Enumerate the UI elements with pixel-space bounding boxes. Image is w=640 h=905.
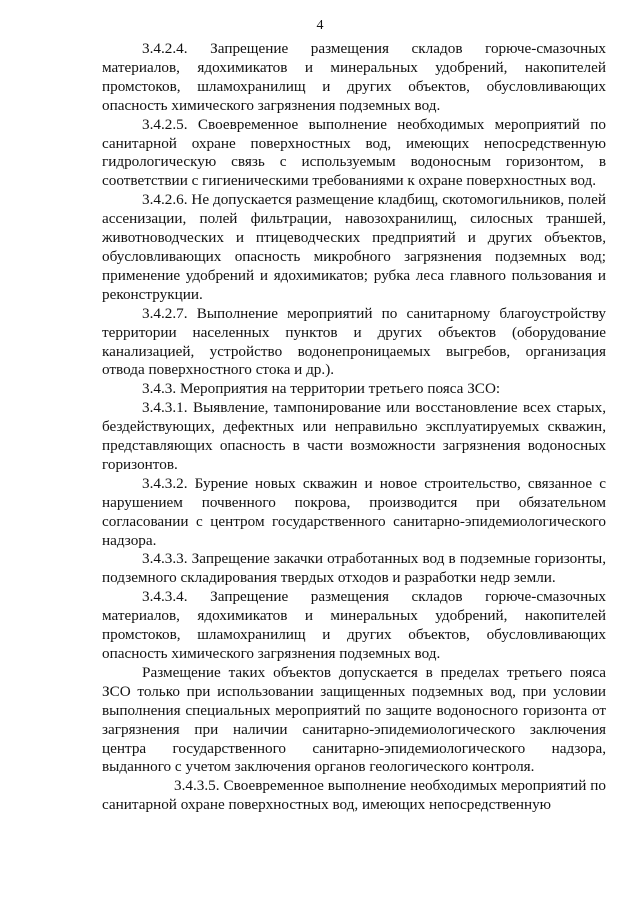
paragraph-3-4-2-5: 3.4.2.5. Своевременное выполнение необходимых мероприятий по санитарной охране поверхностных вод, имеющих непосредственную гидрологическую связь с используемым водоносным горизонтом, в соответствии с гигиеническими требованиями к охране поверхностных вод.	[102, 115, 606, 190]
paragraph-3-4-2-6: 3.4.2.6. Не допускается размещение кладбищ, скотомогильников, полей ассенизации, полей фильтрации, навозохранилищ, силосных траншей, животноводческих и птицеводческих предприятий и других объектов, обусловливающих опасность микробного загрязнения подземных вод; применение удобрений и ядохимикатов; рубка леса главного пользования и реконструкции.	[102, 191, 606, 303]
paragraph-3-4-2-4: 3.4.2.4. Запрещение размещения складов горюче-смазочных материалов, ядохимикатов и минеральных удобрений, накопителей промстоков, шламохранилищ и других объектов, обусловливающих опасность химического загрязнения подземных вод.	[102, 40, 606, 114]
paragraph-3-4-3-4-note: Размещение таких объектов допускается в пределах третьего пояса ЗСО только при использовании защищенных подземных вод, при условии выполнения специальных мероприятий по защите водоносного горизонта от загрязнения при наличии санитарно-эпидемиологического заключения центра государственного санитарно-эпидемиологического надзора, выданного с учетом заключения органов геологического контроля.	[102, 663, 606, 776]
document-body	[102, 40, 606, 815]
paragraph-3-4-3-1: 3.4.3.1. Выявление, тампонирование или восстановление всех старых, бездействующих, дефектных или неправильно эксплуатируемых скважин, представляющих опасность в части возможности загрязнения водоносных горизонтов.	[102, 399, 606, 473]
paragraph-3-4-3-3: 3.4.3.3. Запрещение закачки отработанных вод в подземные горизонты, подземного складирования твердых отходов и разработки недр земли.	[102, 550, 606, 587]
paragraph-3-4-3-5: 3.4.3.5. Своевременное выполнение необходимых мероприятий по санитарной охране поверхностных вод, имеющих непосредственную	[102, 777, 606, 814]
page-number: 4	[316, 18, 324, 33]
paragraph-3-4-3-heading: 3.4.3. Мероприятия на территории третьего пояса ЗСО:	[142, 380, 501, 398]
paragraph-3-4-2-7: 3.4.2.7. Выполнение мероприятий по санитарному благоустройству территории населенных пунктов и других объектов (оборудование канализацией, устройство водонепроницаемых выгребов, организация отвода поверхностного стока и др.).	[102, 304, 606, 379]
paragraph-3-4-3-2: 3.4.3.2. Бурение новых скважин и новое строительство, связанное с нарушением почвенного покрова, производится при обязательном согласовании с центром государственного санитарно-эпидемиологического надзора.	[102, 474, 606, 549]
paragraph-3-4-3-4: 3.4.3.4. Запрещение размещения складов горюче-смазочных материалов, ядохимикатов и минеральных удобрений, накопителей промстоков, шламохранилищ и других объектов, обусловливающих опасность химического загрязнения подземных вод.	[102, 588, 606, 662]
